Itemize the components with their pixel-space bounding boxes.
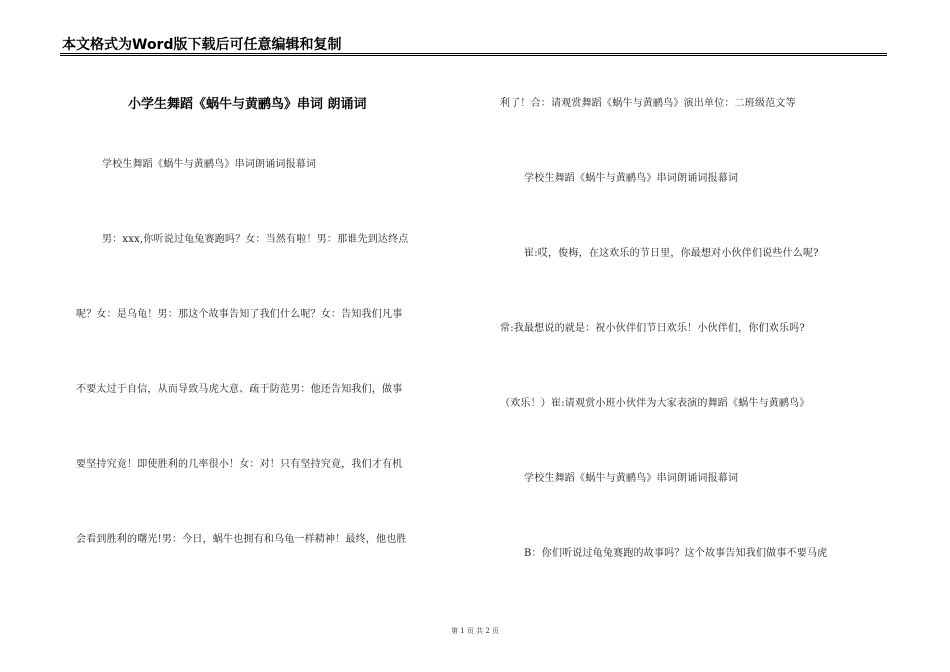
page-number: 第 1 页 共 2 页: [450, 627, 500, 635]
left-paragraph-line: 会看到胜利的曙光!男：今日，蜗牛也拥有和乌龟一样精神！最终，他也胜: [76, 534, 407, 545]
right-paragraph-line: 学校生舞蹈《蜗牛与黄鹂鸟》串词朗诵词报幕词: [524, 173, 739, 184]
left-paragraph-line: 学校生舞蹈《蜗牛与黄鹂鸟》串词朗诵词报幕词: [102, 159, 317, 170]
right-paragraph-line: B：你们听说过龟兔赛跑的故事吗？这个故事告知我们做事不要马虎: [524, 548, 828, 559]
document-header: 本文格式为Word版下载后可任意编辑和复制: [62, 37, 342, 53]
left-paragraph-line: 不要太过于自信，从而导致马虎大意、疏于防范男：他还告知我们，做事: [76, 384, 403, 395]
left-paragraph-line: 男：xxx,你听说过龟兔赛跑吗？女：当然有啦！男：那谁先到达终点: [102, 234, 409, 245]
right-paragraph-line: 利了！合：请观赏舞蹈《蜗牛与黄鹂鸟》演出单位：二班级范文等: [500, 98, 796, 109]
right-paragraph-line: （欢乐！）崔:请观赏小班小伙伴为大家表演的舞蹈《蜗牛与黄鹂鸟》: [500, 398, 810, 409]
right-paragraph-line: 崔:哎，俊梅，在这欢乐的节日里，你最想对小伙伴们说些什么呢?: [524, 248, 819, 259]
left-paragraph-line: 要坚持究竟！即使胜利的几率很小！女：对！只有坚持究竟，我们才有机: [76, 459, 403, 470]
right-paragraph-line: 学校生舞蹈《蜗牛与黄鹂鸟》串词朗诵词报幕词: [524, 473, 739, 484]
document-title: 小学生舞蹈《蜗牛与黄鹂鸟》串词 朗诵词: [128, 97, 367, 112]
left-paragraph-line: 呢？女：是乌龟！男：那这个故事告知了我们什么呢？女：告知我们凡事: [76, 309, 403, 320]
header-divider: [60, 53, 887, 56]
right-paragraph-line: 常:我最想说的就是：祝小伙伴们节日欢乐！小伙伴们，你们欢乐吗?: [500, 323, 805, 334]
